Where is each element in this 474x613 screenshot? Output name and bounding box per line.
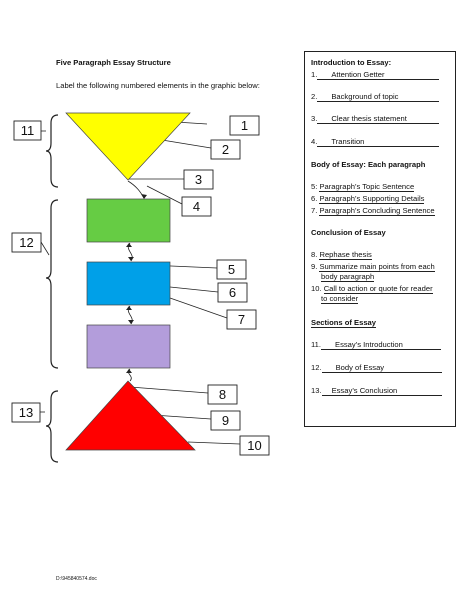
label-number-13: 13 (18, 405, 34, 420)
leader-line-10 (188, 442, 240, 444)
answer-item-10-continued: to consider (321, 294, 359, 303)
label-number-5: 5 (227, 262, 236, 277)
answer-item-9: 9. Summarize main points from each (311, 262, 435, 271)
conclusion-triangle (66, 381, 195, 450)
brace-body (46, 200, 58, 368)
sections-heading: Sections of Essay (311, 318, 376, 327)
brace-intro (46, 115, 58, 187)
answer-item-2: 2. Background of topic (311, 92, 439, 102)
leader-line-2 (162, 140, 211, 148)
answer-item-11: 11. Essay’s Introduction (311, 340, 441, 350)
label-number-3: 3 (194, 172, 203, 187)
answer-item-12: 12. Body of Essay (311, 363, 442, 373)
label-number-10: 10 (247, 438, 262, 453)
conclusion-heading: Conclusion of Essay (311, 228, 386, 237)
body-paragraph-2-box (87, 262, 170, 305)
leader-line-12 (41, 242, 49, 255)
body-paragraph-3-box (87, 325, 170, 368)
label-number-9: 9 (221, 413, 230, 428)
label-number-12: 12 (19, 235, 34, 250)
label-number-11: 11 (20, 123, 35, 138)
page-title: Five Paragraph Essay Structure (56, 58, 171, 67)
label-number-7: 7 (237, 312, 246, 327)
answer-item-13: 13. Essay’s Conclusion (311, 386, 442, 396)
answer-item-5: 5: Paragraph’s Topic Sentence (311, 182, 415, 191)
brace-conclusion (46, 391, 58, 462)
answer-item-9-continued: body paragraph (321, 272, 375, 281)
connector-intro-to-body (128, 181, 144, 198)
answer-key-panel (304, 51, 456, 427)
essay-structure-diagram (0, 0, 300, 480)
leader-line-6 (170, 287, 218, 292)
answer-item-10: 10. Call to action or quote for reader (311, 284, 433, 293)
label-number-1: 1 (240, 118, 249, 133)
footer-filename: D:\945840574.doc (56, 576, 97, 582)
answer-item-3: 3. Clear thesis statement (311, 114, 439, 124)
label-number-8: 8 (218, 387, 227, 402)
answer-item-7: 7. Paragraph’s Concluding Sentence (311, 206, 435, 215)
label-number-4: 4 (192, 199, 201, 214)
body-heading: Body of Essay: Each paragraph (311, 160, 426, 169)
answer-item-6: 6. Paragraph’s Supporting Details (311, 194, 425, 203)
instruction-text: Label the following numbered elements in the graphic below: (56, 81, 260, 90)
label-number-2: 2 (221, 142, 230, 157)
answer-item-1: 1. Attention Getter (311, 70, 439, 80)
intro-heading: Introduction to Essay: (311, 58, 392, 67)
body-paragraph-1-box (87, 199, 170, 242)
label-number-6: 6 (228, 285, 237, 300)
answer-item-4: 4. Transition (311, 137, 439, 147)
intro-triangle (66, 113, 190, 180)
leader-line-8 (130, 387, 208, 393)
answer-item-8: 8. Rephase thesis (311, 250, 372, 259)
